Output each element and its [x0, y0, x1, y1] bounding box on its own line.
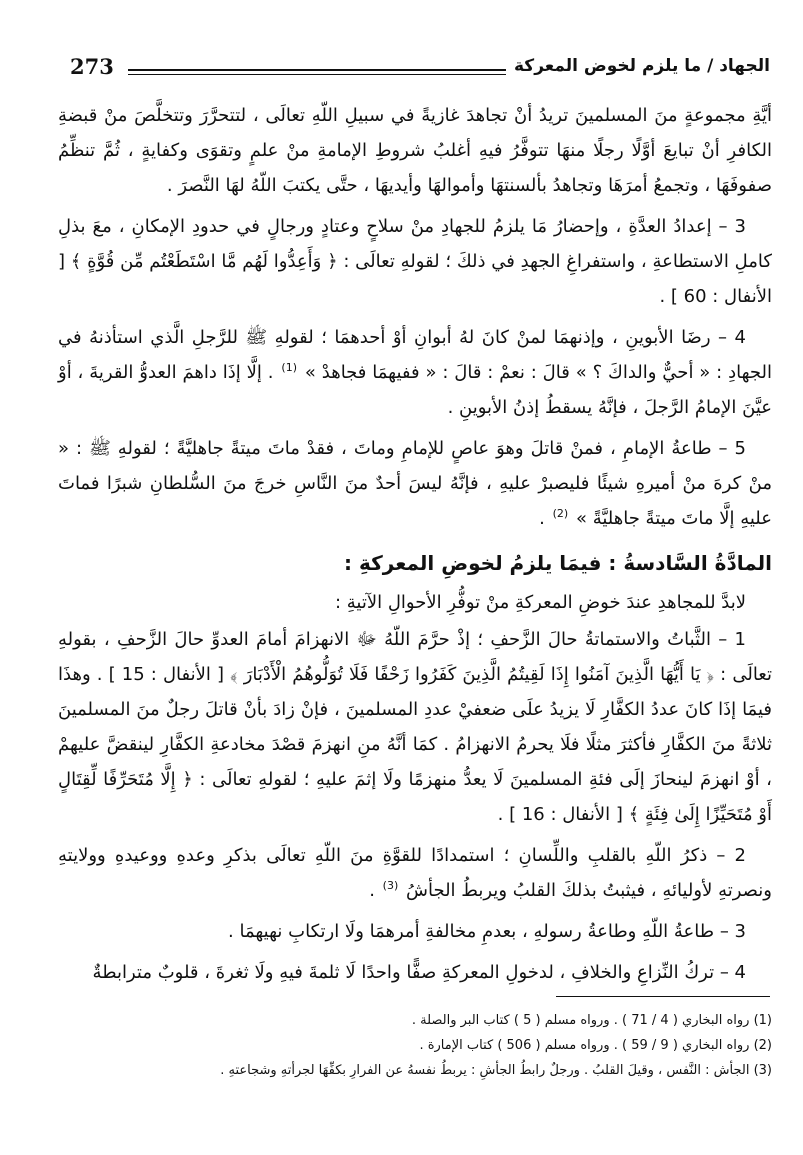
- paragraph-text: 2 – ذكرُ اللّهِ بالقلبِ واللِّسانِ ؛ استمدادًا للقوَّةِ منَ اللّهِ تعالَى بذكرِ وعدهِ ووعيدهِ وولايتهِ ونصرتهِ لأوليائهِ ، فيثبتُ بذلكَ القلبُ ويربطُ الجأشُ: [58, 845, 772, 901]
- paragraph-item-5-obedience: [58, 431, 772, 536]
- paragraph-text: .: [539, 508, 545, 529]
- main-text: [58, 98, 772, 996]
- footnote-3: (3) الجأش : النَّفس ، وقيلَ القلبُ . ورجلٌ رابطُ الجأشِ : يربطُ نفسهُ عن الفرارِ بكفِّهَا لجرأتهِ وشجاعتهِ .: [220, 1063, 772, 1078]
- footnote-ref-2[interactable]: (2): [552, 507, 569, 520]
- section-heading: المادَّةُ السَّادسةُ : فيمَا يلزمُ لخوضِ المعركةِ :: [344, 551, 772, 575]
- paragraph-item-4-unity: 4 – تركُ النِّزاعِ والخلافِ ، لدخولِ المعركةِ صفًّا واحدًا لَا ثلمةَ فيهِ ولَا ثغرةَ ، قلوبٌ مترابطةٌ: [92, 962, 746, 983]
- footnote-ref-3[interactable]: (3): [382, 879, 399, 892]
- header-rule: [128, 69, 506, 71]
- paragraph-text: 5 – طاعةُ الإمامِ ، فمنْ قاتلَ وهوَ عاصٍ للإمامِ وماتَ ، فقدْ ماتَ ميتةً جاهليَّةً ؛ لقولهِ ﷺ : « منْ كرهَ منْ أميرهِ شيئًا فليصبرْ عليهِ ، فإنَّهُ ليسَ أحدٌ منَ النَّاسِ خرجَ منَ السُّلطانِ شبرًا فماتَ عليهِ إلَّا ماتَ ميتةً جاهليَّةً »: [58, 438, 772, 529]
- footnote-ref-1[interactable]: (1): [281, 361, 297, 374]
- header-rule-thin: [128, 74, 506, 75]
- paragraph-text: . إلَّا إذَا داهمَ العدوُّ القريةَ ، أوْ عيَّنَ الإمامُ الرَّجلَ ، فإنَّهُ يسقطُ إذنُ الأبوينِ .: [58, 362, 772, 418]
- paragraph-text: .: [369, 880, 375, 901]
- paragraph-item-1-steadfastness: 1 – الثَّباتُ والاستماتةُ حالَ الزَّحفِ ؛ إذْ حرَّمَ اللّهُ ﷻ الانهزامَ أمامَ العدوِّ حالَ الزَّحفِ ، بقولهِ تعالَى : ﴿ يَا أَيُّهَا الَّذِينَ آمَنُوا إِذَا لَقِيتُمُ الَّذِينَ كَفَرُوا زَحْفًا فَلَا تُوَلُّوهُمُ الْأَدْبَارَ ﴾ [ الأنفال : 15 ] . وهذَا فيمَا إذَا كانَ عددُ الكفَّارِ لَا يزيدُ علَى ضعفيْ عددِ المسلمينَ ، فإنْ زادَ بأنْ قاتلَ رجلٌ منَ المسلمينَ ثلاثةً منَ الكفَّارِ فأكثرَ مثلًا فلَا يحرمُ الانهزامُ . كمَا أنَّهُ منِ انهزمَ قصْدَ مخادعةِ الكفَّارِ لينقضَّ عليهمْ ، أوْ انهزمَ لينحازَ إلَى فئةِ المسلمينَ لَا يعدُّ منهزمًا ولَا إثمَ عليهِ ؛ لقولهِ تعالَى : ﴿ إِلَّا مُتَحَرِّفًا لِّقِتَالٍ أَوْ مُتَحَيِّزًا إِلَىٰ فِئَةٍ ﴾ [ الأنفال : 16 ] .: [58, 629, 773, 825]
- page-number: 273: [70, 54, 114, 79]
- paragraph-item-4-parents: [58, 320, 772, 425]
- footnote-1: (1) رواه البخاري ( 4 / 71 ) . ورواه مسلم ( 5 ) كتاب البر والصلة .: [411, 1013, 772, 1028]
- footnote-separator: [556, 996, 770, 997]
- paragraph-text: 4 – رضَا الأبوينِ ، وإذنهمَا لمنْ كانَ لهُ أبوانِ أوْ أحدهمَا ؛ لقولهِ ﷺ للرَّجلِ الَّذي استأذنهُ في الجهادِ : « أحيٌّ والداكَ ؟ » قالَ : نعمْ : قالَ : « ففيهمَا فجاهدْ »: [58, 327, 773, 383]
- footnotes: [58, 1008, 772, 1083]
- footnote-2: (2) رواه البخاري ( 9 / 59 ) . ورواه مسلم ( 506 ) كتاب الإمارة .: [419, 1038, 772, 1053]
- paragraph-intro: أيَّةِ مجموعةٍ منَ المسلمينَ تريدُ أنْ تجاهدَ غازيةً في سبيلِ اللّهِ تعالَى ، لتتحرَّرَ وتتخلَّصَ منْ قبضةِ الكافرِ أنْ تبايعَ أوَّلًا رجلًا منهَا تتوفَّرُ فيهِ أغلبُ شروطِ الإمامةِ منْ علمٍ وتقوَى وكفايةٍ ، ثُمَّ تنظِّمُ صفوفَهَا ، وتجمعُ أمرَهَا وتجاهدُ بألسنتهَا وأموالهَا وأيديهَا ، حتَّى يكتبَ اللّهُ لهَا النَّصرَ .: [58, 105, 772, 196]
- paragraph-item-3-preparation: 3 – إعدادُ العدَّةِ ، وإحضارُ مَا يلزمُ للجهادِ منْ سلاحٍ وعتادٍ ورجالٍ في حدودِ الإمكانِ ، معَ بذلِ كاملِ الاستطاعةِ ، واستفراغِ الجهدِ في ذلكَ ؛ لقولهِ تعالَى : ﴿ وَأَعِدُّوا لَهُم مَّا اسْتَطَعْتُم مِّن قُوَّةٍ ﴾ [ الأنفال : 60 ] .: [58, 216, 772, 307]
- paragraph-lead: لابدَّ للمجاهدِ عندَ خوضِ المعركةِ منْ توفُّرِ الأحوالِ الآتيةِ :: [334, 592, 746, 613]
- paragraph-item-2-remembrance: [58, 838, 772, 908]
- running-header: [70, 56, 770, 82]
- running-title: الجهاد / ما يلزم لخوض المعركة: [514, 56, 770, 76]
- paragraph-item-3-obedience: 3 – طاعةُ اللّهِ وطاعةُ رسولهِ ، بعدمِ مخالفةِ أمرهمَا ولَا ارتكابِ نهيهمَا .: [228, 921, 746, 942]
